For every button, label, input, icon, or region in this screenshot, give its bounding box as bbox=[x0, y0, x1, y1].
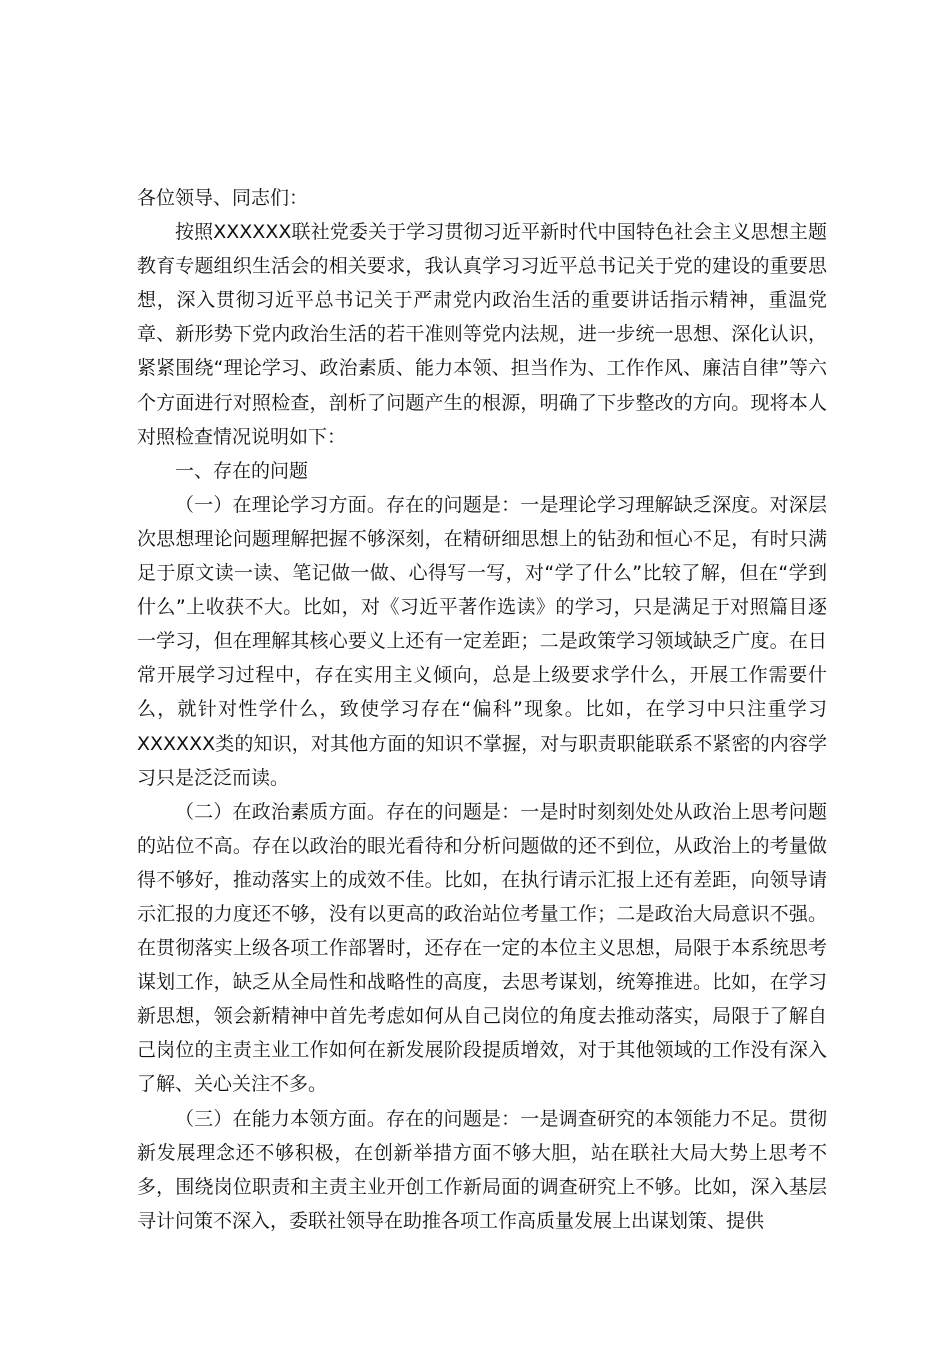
salutation: 各位领导、同志们： bbox=[137, 187, 309, 209]
section-heading: 一、存在的问题 bbox=[175, 459, 309, 482]
document-body bbox=[137, 181, 827, 1238]
paragraph-theory-study: （一）在理论学习方面。存在的问题是：一是理论学习理解缺乏深度。对深层次思想理论问题理解把握不够深刻，在精研细思想上的钻劲和恒心不足，有时只满足于原文读一读、笔记做一做、心得写一写，对“学了什么”比较了解，但在“学到什么”上收获不大。比如，对《习近平著作选读》的学习，只是满足于对照篇目逐一学习，但在理解其核心要义上还有一定差距；二是政策学习领域缺乏广度。在日常开展学习过程中，存在实用主义倾向，总是上级要求学什么，开展工作需要什么，就针对性学什么，致使学习存在“偏科”现象。比如，在学习中只注重学习XXXXXX类的知识，对其他方面的知识不掌握，对与职责职能联系不紧密的内容学习只是泛泛而读。 bbox=[137, 493, 827, 789]
paragraph-ability: （三）在能力本领方面。存在的问题是：一是调查研究的本领能力不足。贯彻新发展理念还不够积极，在创新举措方面不够大胆，站在联社大局大势上思考不多，围绕岗位职责和主责主业开创工作新局面的调查研究上不够。比如，深入基层寻计问策不深入，委联社领导在助推各项工作高质量发展上出谋划策、提供 bbox=[137, 1107, 827, 1232]
paragraph-political-quality: （二）在政治素质方面。存在的问题是：一是时时刻刻处处从政治上思考问题的站位不高。存在以政治的眼光看待和分析问题做的还不到位，从政治上的考量做得不够好，推动落实上的成效不佳。比如，在执行请示汇报上还有差距，向领导请示汇报的力度还不够，没有以更高的政治站位考量工作；二是政治大局意识不强。在贯彻落实上级各项工作部署时，还存在一定的本位主义思想，局限于本系统思考谋划工作，缺乏从全局性和战略性的高度，去思考谋划，统筹推进。比如，在学习新思想，领会新精神中首先考虑如何从自己岗位的角度去推动落实，局限于了解自己岗位的主责主业工作如何在新发展阶段提质增效，对于其他领域的工作没有深入了解、关心关注不多。 bbox=[137, 800, 827, 1096]
intro-paragraph: 按照XXXXXX联社党委关于学习贯彻习近平新时代中国特色社会主义思想主题教育专题组织生活会的相关要求，我认真学习习近平总书记关于党的建设的重要思想，深入贯彻习近平总书记关于严肃党内政治生活的重要讲话指示精神，重温党章、新形势下党内政治生活的若干准则等党内法规，进一步统一思想、深化认识，紧紧围绕“理论学习、政治素质、能力本领、担当作为、工作作风、廉洁自律”等六个方面进行对照检查，剖析了问题产生的根源，明确了下步整改的方向。现将本人对照检查情况说明如下： bbox=[137, 221, 827, 448]
